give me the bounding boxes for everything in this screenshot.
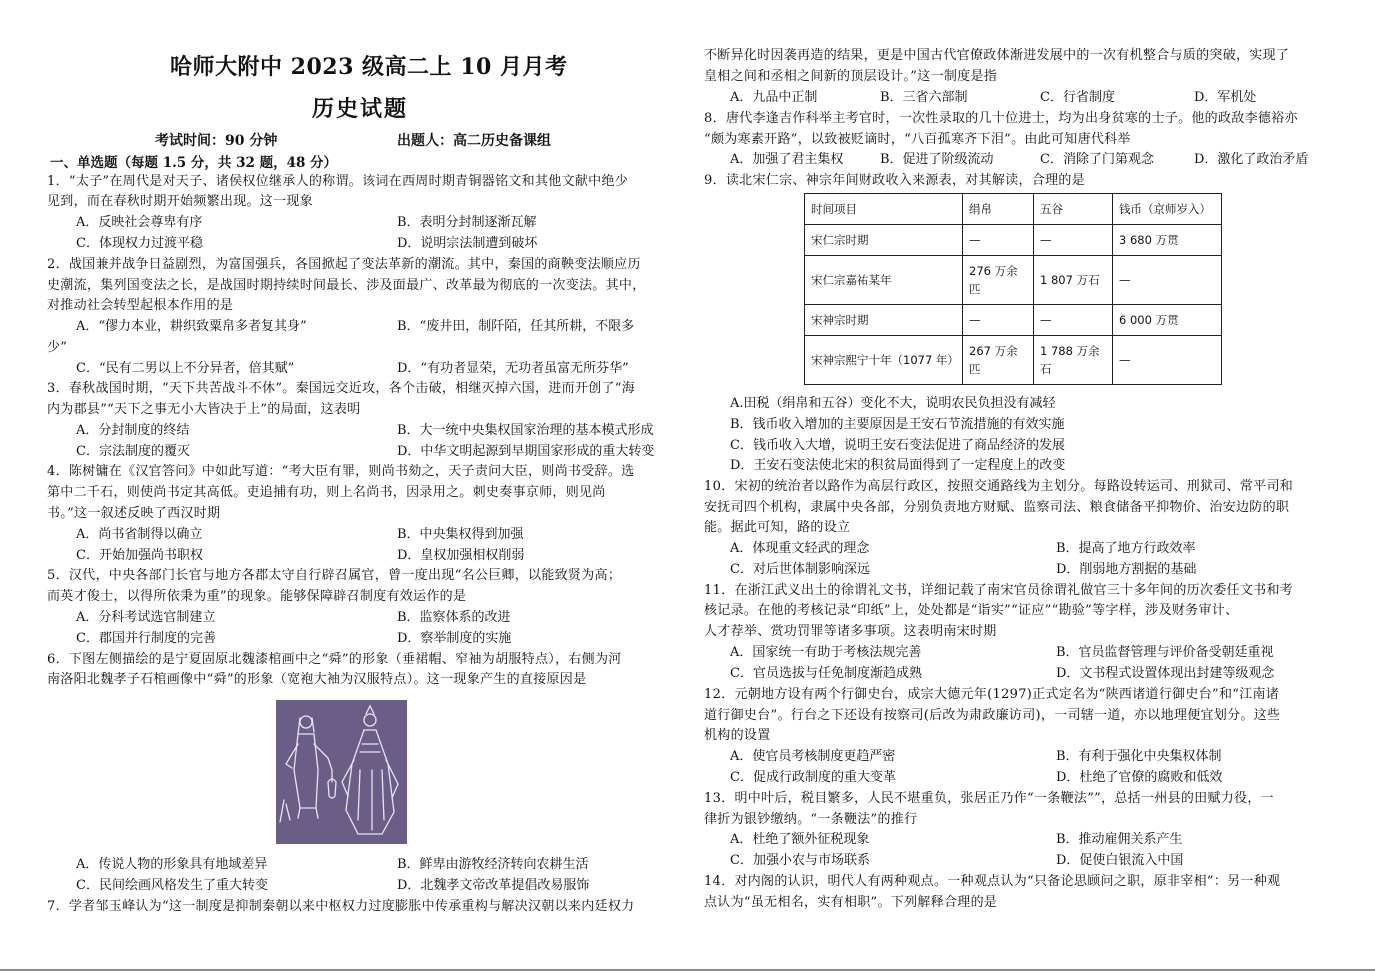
table-cell: —: [1034, 225, 1113, 256]
question-8-line-2: “颇为寒素开路”，以致被贬谪时，“八百孤寒齐下泪”。由此可知唐代科举: [704, 132, 1131, 147]
question-10-line-3: 能。据此可知，路的设立: [704, 520, 851, 535]
left-figure-head: [300, 716, 312, 728]
question-4-line-1: 4．陈树镛在《汉官答问》中如此写道：“考大臣有罪，则尚书劾之，天子责问大臣，则尚书受辞。选: [47, 464, 635, 479]
table-header-cell: 五谷: [1034, 194, 1113, 225]
exam-author: 出题人：高二历史备课组: [397, 133, 551, 149]
question-7-line-1: 7．学者邹玉峰认为“这一制度是抑制秦朝以来中枢权力过度膨胀中传承重构与解决汉朝以来内廷权力: [47, 899, 635, 914]
table-cell: —: [963, 225, 1034, 256]
q11-option-b: B．官员监督管理与评价备受朝廷重视: [1056, 645, 1274, 660]
q8-option-a: A．加强了君主集权: [730, 152, 844, 167]
q2-option-d: D．“有功者显荣，无功者虽富无所芬华”: [397, 361, 629, 376]
q6-option-b: B．鲜卑由游牧经济转向农耕生活: [397, 857, 589, 872]
q9-option-a: A.田税（绢帛和五谷）变化不大，说明农民负担没有减轻: [730, 396, 1056, 411]
q4-option-b: B．中央集权得到加强: [397, 527, 524, 542]
revenue-table: [804, 193, 1222, 385]
q6-option-d: D．北魏孝文帝改革提倡改易服饰: [397, 878, 590, 893]
left-figure-legs: [298, 808, 318, 818]
table-cell: 267 万余匹: [963, 336, 1034, 385]
table-cell: —: [1113, 256, 1222, 305]
question-13-line-1: 13．明中叶后，税目繁多，人民不堪重负，张居正乃作“一条鞭法””，总括一州县的田赋力役，一: [704, 791, 1274, 806]
table-cell: 3 680 万贯: [1113, 225, 1222, 256]
table-row: [805, 336, 1222, 385]
question-14-line-1: 14．对内阁的认识，明代人有两种观点。一种观点认为“只备论思顾问之职，原非宰相”：另一种观: [704, 874, 1281, 889]
right-figure-robe: [346, 730, 394, 834]
q11-option-d: D．文书程式设置体现出封建等级观念: [1056, 666, 1275, 681]
q8-option-c: C．消除了门第观念: [1040, 152, 1154, 167]
q1-option-c: C．体现权力过渡平稳: [76, 236, 203, 251]
question-10-line-2: 安抚司四个机构，隶属中央各部，分别负责地方财赋、监察司法、粮食储备平抑物价、治安边防的职: [704, 500, 1290, 515]
right-figure-head: [364, 714, 376, 726]
table-cell: 宋神宗熙宁十年（1077 年）: [805, 336, 963, 385]
table-cell: 1 807 万石: [1034, 256, 1113, 305]
q7-option-d: D．军机处: [1194, 90, 1257, 105]
left-figure-arms: [286, 744, 332, 770]
table-cell: 6 000 万贯: [1113, 305, 1222, 336]
question-2-line-3: 对推动社会转型起根本作用的是: [47, 298, 234, 313]
q3-option-d: D．中华文明起源到早期国家形成的重大转变: [397, 444, 655, 459]
q5-option-b: B．监察体系的改进: [397, 610, 511, 625]
q10-option-b: B．提高了地方行政效率: [1056, 541, 1196, 556]
table-row: [805, 225, 1222, 256]
right-figure-folds: [358, 770, 384, 830]
q12-option-b: B．有利于强化中央集权体制: [1056, 749, 1222, 764]
table-cell: —: [963, 305, 1034, 336]
left-figure-stick: [280, 800, 290, 822]
q8-option-d: D．激化了政治矛盾: [1194, 152, 1309, 167]
question-10-line-1: 10．宋初的统治者以路作为高层行政区，按照交通路线为主划分。每路设转运司、刑狱司、常平司和: [704, 479, 1294, 494]
q6-option-a: A．传说人物的形象具有地域差异: [76, 857, 268, 872]
q5-option-d: D．察举制度的实施: [397, 631, 512, 646]
q13-option-d: D．促使白银流入中国: [1056, 853, 1184, 868]
q13-option-a: A．杜绝了额外征税现象: [730, 832, 870, 847]
right-figure-belt: [360, 744, 380, 752]
question-12-line-1: 12．元朝地方设有两个行御史台，成宗大德元年(1297)正式定名为“陕西诸道行御史台”和“江南诸: [704, 687, 1280, 702]
q2-option-b: B．“废井田，制阡陌，任其所耕，不限多: [397, 319, 635, 334]
left-figure-vessel: [328, 770, 336, 798]
table-cell: 宋神宗时期: [805, 305, 963, 336]
table-row: [805, 305, 1222, 336]
question-7-line-2: 不断异化时因袭再造的结果，更是中国古代官僚政体渐进发展中的一次有机整合与质的突破，实现了: [704, 48, 1290, 63]
q12-option-d: D．杜绝了官僚的腐败和低效: [1056, 770, 1223, 785]
question-8-line-1: 8．唐代李逢吉作科举主考官时，一次性录取的几十位进士，均为出身贫寒的士子。他的政敌李德裕亦: [704, 111, 1298, 126]
q12-option-c: C．促成行政制度的重大变革: [730, 770, 896, 785]
q7-option-c: C．行省制度: [1040, 90, 1115, 105]
question-14-line-2: 点认为“虽无相名，实有相职”。下列解释合理的是: [704, 895, 998, 910]
q1-option-b: B．表明分封制逐渐瓦解: [397, 215, 537, 230]
question-11-line-3: 人才荐举、赏功罚罪等诸多事项。这表明南宋时期: [704, 624, 997, 639]
question-11-line-1: 11．在浙江武义出土的徐谓礼文书，详细记载了南宋官员徐谓礼做官三十多年间的历次委任文书和考: [704, 583, 1294, 598]
exam-title: 哈师大附中 2023 级高二上 10 月月考: [170, 54, 568, 80]
question-4-line-2: 第中二千石，则使尚书定其高低。吏追捕有功，则上名尚书，因录用之。刺史奏事京师，则见尚: [47, 485, 606, 500]
q4-option-c: C．开始加强尚书职权: [76, 548, 203, 563]
q10-option-d: D．削弱地方割据的基础: [1056, 562, 1197, 577]
q12-option-a: A．使官员考核制度更趋严密: [730, 749, 896, 764]
q7-option-a: A．九品中正制: [730, 90, 818, 105]
q13-option-c: C．加强小农与市场联系: [730, 853, 870, 868]
question-12-line-2: 道行御史台”。行台之下还设有按察司(后改为肃政廉访司)，一司辖一道，亦以地理便宜划分。这些: [704, 708, 1281, 723]
q4-option-a: A．尚书省制得以确立: [76, 527, 203, 542]
table-header-row: [805, 194, 1222, 225]
question-11-line-2: 核记录。在他的考核记录“印纸”上，处处都是“诣实”“证应”“勘验”等字样，涉及财务审计、: [704, 603, 1239, 618]
q13-option-b: B．推动雇佣关系产生: [1056, 832, 1183, 847]
question-13-line-2: 律折为银钞缴纳。“一条鞭法”的推行: [704, 812, 918, 827]
question-1-line-1: 1．“太子”在周代是对天子、诸侯权位继承人的称谓。该词在西周时期青铜器铭文和其他文献中绝少: [47, 174, 629, 189]
table-cell: 宋仁宗嘉祐某年: [805, 256, 963, 305]
shun-portrait-drawing: [276, 700, 407, 844]
question-12-line-3: 机构的设置: [704, 728, 771, 743]
q3-option-a: A．分封制度的终结: [76, 423, 190, 438]
exam-subtitle: 历史试题: [312, 96, 409, 122]
q10-option-c: C．对后世体制影响深远: [730, 562, 870, 577]
question-7-line-3: 皇相之间和丞相之间新的顶层设计。”这一制度是指: [704, 69, 998, 84]
q10-option-a: A．体现重文轻武的理念: [730, 541, 870, 556]
table-cell: 276 万余匹: [963, 256, 1034, 305]
q2-option-b-wrap: 少”: [47, 340, 68, 355]
q5-option-a: A．分科考试选官制建立: [76, 610, 216, 625]
table-header-cell: 钱币（京师岁入）: [1113, 194, 1222, 225]
question-4-line-3: 书。”这一叙述反映了西汉时期: [47, 506, 221, 521]
question-6-line-2: 南洛阳北魏孝子石棺画像中“舜”的形象（宽袍大袖为汉服特点）。这一现象产生的直接原因是: [47, 672, 587, 687]
question-2-line-1: 2．战国兼并战争日益剧烈，为富国强兵，各国掀起了变法革新的潮流。其中，秦国的商鞅变法顺应历: [47, 257, 641, 272]
table-cell: —: [1113, 336, 1222, 385]
question-5-line-1: 5．汉代，中央各部门长官与地方各郡太守自行辟召属官，曾一度出现“名公巨卿，以能致贤为高；: [47, 568, 622, 583]
question-1-line-2: 见到，而在春秋时期开始频繁出现。这一现象: [47, 194, 314, 209]
q1-option-d: D．说明宗法制遭到破坏: [397, 236, 538, 251]
table-cell: 宋仁宗时期: [805, 225, 963, 256]
question-9-line-1: 9．读北宋仁宗、神宗年间财政收入来源表，对其解读，合理的是: [704, 173, 1085, 188]
question-5-line-2: 而英才俊士，以得所依秉为重”的现象。能够保障辟召制度有效运作的是: [47, 589, 467, 604]
table-header-cell: 绢帛: [963, 194, 1034, 225]
q9-option-d: D．王安石变法使北宋的积贫局面得到了一定程度上的改变: [730, 458, 1066, 473]
q7-option-b: B．三省六部制: [880, 90, 968, 105]
question-3-line-1: 3．春秋战国时期，“天下共苦战斗不休”。秦国远交近攻，各个击破，相继灭掉六国，进而开创了“海: [47, 381, 636, 396]
exam-time: 考试时间：90 分钟: [155, 133, 278, 149]
question-3-line-2: 内为郡县”“天下之事无小大皆决于上”的局面，这表明: [47, 402, 361, 417]
right-figure-crown: [366, 706, 374, 714]
q2-option-a: A．“僇力本业，耕织致粟帛多者复其身”: [76, 319, 307, 334]
table-cell: 1 788 万余石: [1034, 336, 1113, 385]
question-6-line-1: 6．下图左侧描绘的是宁夏固原北魏漆棺画中之“舜”的形象（垂裙帽、窄袖为胡服特点），右侧为河: [47, 652, 622, 667]
q2-option-c: C．“民有二男以上不分异者，倍其赋”: [76, 361, 295, 376]
q8-option-b: B．促进了阶级流动: [880, 152, 994, 167]
q9-option-b: B．钱币收入增加的主要原因是王安石节流措施的有效实施: [730, 417, 1065, 432]
q3-option-c: C．宗法制度的覆灭: [76, 444, 190, 459]
q11-option-a: A．国家统一有助于考核法规完善: [730, 645, 922, 660]
q11-option-c: C．官员选拔与任免制度渐趋成熟: [730, 666, 922, 681]
q4-option-d: D．皇权加强相权削弱: [397, 548, 525, 563]
q1-option-a: A．反映社会尊卑有序: [76, 215, 203, 230]
q3-option-b: B．大一统中央集权国家治理的基本模式形成: [397, 423, 654, 438]
section-heading: 一、单选题（每题 1.5 分，共 32 题，48 分）: [50, 155, 338, 171]
table-header-cell: 时间项目: [805, 194, 963, 225]
q5-option-c: C．郡国并行制度的完善: [76, 631, 216, 646]
table-cell: —: [1034, 305, 1113, 336]
shun-portrait-figure: [276, 700, 407, 844]
table-row: [805, 256, 1222, 305]
q9-option-c: C．钱币收入大增，说明王安石变法促进了商品经济的发展: [730, 438, 1065, 453]
q6-option-c: C．民间绘画风格发生了重大转变: [76, 878, 268, 893]
question-2-line-2: 史潮流，集列国变法之长，是战国时期持续时间最长、涉及面最广、改革最为彻底的一次变法。其中，: [47, 278, 646, 293]
